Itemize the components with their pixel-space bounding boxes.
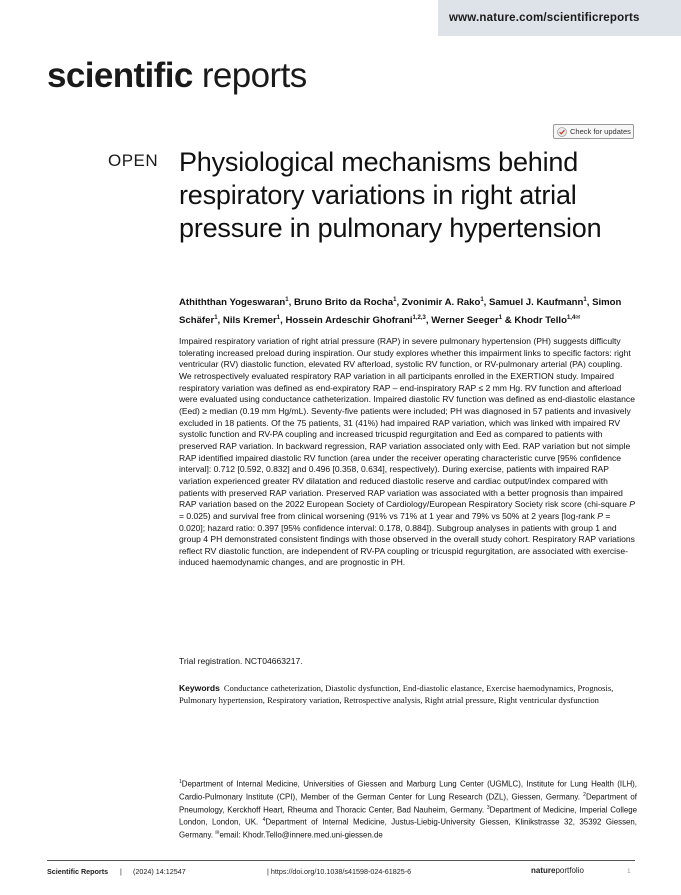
author-name[interactable]: Athiththan Yogeswaran	[179, 297, 286, 309]
article-title: Physiological mechanisms behind respiratory variations in right atrial pressure in pulmonary hypertension	[179, 147, 602, 243]
author-affiliation: 1	[276, 314, 281, 321]
author-affiliation: 1,4✉	[566, 314, 581, 321]
footer-separator: |	[120, 867, 122, 876]
footer-doi-link[interactable]: | https://doi.org/10.1038/s41598-024-61825-6	[267, 867, 412, 876]
abstract	[179, 336, 637, 569]
author-affiliation: 1	[498, 314, 503, 321]
author-affiliation: 1	[214, 314, 218, 321]
journal-url-banner[interactable]	[438, 0, 681, 36]
publisher-logo-bold: nature	[531, 866, 556, 875]
abstract-text: = 0.025) and survival free from clinical worsening (91% vs 71% at 1 year and 79% vs 50% at 2 years [log-rank	[179, 510, 598, 521]
p-value-symbol: P	[597, 510, 603, 521]
affiliation-number: 1	[179, 779, 182, 785]
author-name[interactable]: Samuel J. Kaufmann	[489, 297, 584, 309]
author-name[interactable]: Nils Kremer	[222, 314, 277, 326]
affiliation-text: Department of Internal Medicine, Universities of Giessen and Marburg Lung Center (UGMLC), Institute for Lung Health (ILH), Cardio-Pulmonary Institute (CPI), Member of the German Center for Lung Research (DZL), Giessen, Germany.	[179, 779, 637, 802]
journal-logo	[47, 56, 307, 96]
publisher-logo	[531, 866, 584, 875]
affiliation-number: 2	[583, 791, 586, 798]
author-affiliation: 1	[480, 297, 484, 303]
footer-volume: (2024) 14:12547	[133, 867, 186, 876]
author-list: Athiththan Yogeswaran$^1$, Bruno Brito da Rocha$^1$, Zvonimir A. Rako$^1$, Samuel J. Kaufmann$^1$, Simon Schäfer$^1$, Nils Kremer$^1$, Hossein Ardeschir Ghofrani$^{1,2,3}$, Werner Seeger$^1$ & Khodr Tello$^{1,4✉}$	[179, 297, 622, 326]
crossmark-icon	[557, 127, 567, 137]
envelope-icon: ✉	[215, 830, 220, 837]
author-name[interactable]: Zvonimir A. Rako	[401, 297, 481, 309]
logo-scientific: scientific	[47, 56, 193, 95]
open-access-label: OPEN	[108, 151, 159, 170]
check-for-updates-button[interactable]	[553, 124, 634, 139]
affiliation-number: 4	[262, 817, 266, 824]
p-value-symbol: P	[629, 499, 635, 510]
footer-divider	[47, 860, 635, 861]
author-name[interactable]: Bruno Brito da Rocha	[293, 297, 394, 309]
trial-registration: Trial registration. NCT04663217.	[179, 656, 303, 666]
author-name[interactable]: Werner Seeger	[431, 314, 499, 326]
author-affiliation: 1	[393, 297, 397, 303]
affiliation-number: 3	[486, 804, 490, 811]
author-affiliation: 1,2,3	[412, 314, 426, 321]
keywords-list: Conductance catheterization, Diastolic dysfunction, End-diastolic elastance, Exercise haemodynamics, Prognosis, Pulmonary hypertension, Respiratory variation, Retrospective analysis, Right atrial pressure, Right ventricular dysfunction	[179, 683, 614, 705]
footer-journal-name: Scientific Reports	[47, 867, 109, 876]
affiliation-text: Department of Pneumology, Kerckhoff Heart, Rheuma and Thoracic Center, Bad Nauheim, Germany.	[179, 792, 637, 815]
affiliation-text: Department of Internal Medicine, Justus-Liebig-University Giessen, Klinikstrasse 32, 35392 Giessen, Germany.	[179, 818, 637, 840]
abstract-text: = 0.020]; hazard ratio: 0.397 [95% confidence interval: 0.178, 0.884]). Subgroup analyses in patients with group 1 and group 4 PH demonstrated consistent findings with those observed in the overall study cohort. Respiratory RAP variations reflect RV diastolic function, are independent of RV-PA coupling or tricuspid regurgitation, are associated with exercise-induced haemodynamic changes, and are prognostic in PH.	[179, 510, 635, 568]
keywords-section	[179, 683, 637, 706]
affiliations	[179, 777, 637, 841]
page-footer	[47, 866, 635, 880]
affiliation-text: Department of Medicine, Imperial College London, London, UK.	[179, 805, 638, 828]
page-number: 1	[627, 868, 631, 875]
check-for-updates-label[interactable]: Check for updates	[570, 127, 631, 136]
keywords-label: Keywords	[179, 683, 220, 693]
publisher-logo-light: portfolio	[555, 866, 584, 875]
author-name[interactable]: Hossein Ardeschir Ghofrani	[285, 314, 413, 326]
logo-reports: reports	[192, 56, 307, 95]
author-name[interactable]: Khodr Tello	[514, 314, 567, 326]
abstract-text: Impaired respiratory variation of right atrial pressure (RAP) in severe pulmonary hypertension (PH) suggests difficulty tolerating increased preload during inspiration. Our study explores whether this impairment links to specific factors: right ventricular (RV) diastolic function, elevated RV afterload, systolic RV function, or RV-pulmonary arterial (PA) coupling. We retrospectively evaluated respiratory RAP variation in all participants enrolled in the EXERTION study. Impaired respiratory variation was defined as end-expiratory RAP – end-inspiratory RAP ≤ 2 mm Hg. RV function and afterload were evaluated using conductance catheterization. Impaired diastolic RV function was defined as end-diastolic elastance (Eed) ≥ median (0.19 mm Hg/mL). Seventy-five patients were included; PH was diagnosed in 57 patients and invasively excluded in 18 patients. Of the 75 patients, 31 (41%) had impaired RAP variation, which was linked with impaired RV systolic function and RV-PA coupling and increased tricuspid regurgitation and Eed as compared to patients with preserved RAP variation. In backward regression, RAP variation associated only with Eed. RAP variation but not simple RAP identified impaired diastolic RV function (area under the receiver operating characteristic curve [95% confidence interval]: 0.712 [0.592, 0.832] and 0.496 [0.358, 0.634], respectively). During exercise, patients with impaired RAP variation experienced greater RV dilatation and reduced diastolic reserve and cardiac output/index compared with patients with preserved RAP variation. Preserved RAP variation was associated with a better prognosis than impaired RAP variation based on the 2022 European Society of Cardiology/European Respiratory Society risk score (chi-square	[179, 336, 635, 510]
author-affiliation: 1	[285, 297, 289, 303]
author-affiliation: 1	[583, 297, 587, 303]
journal-url[interactable]: www.nature.com/scientificreports	[449, 12, 640, 24]
author-name[interactable]: Simon Schäfer	[179, 297, 622, 326]
corresponding-email[interactable]: email: Khodr.Tello@innere.med.uni-giessen.de	[219, 830, 383, 840]
